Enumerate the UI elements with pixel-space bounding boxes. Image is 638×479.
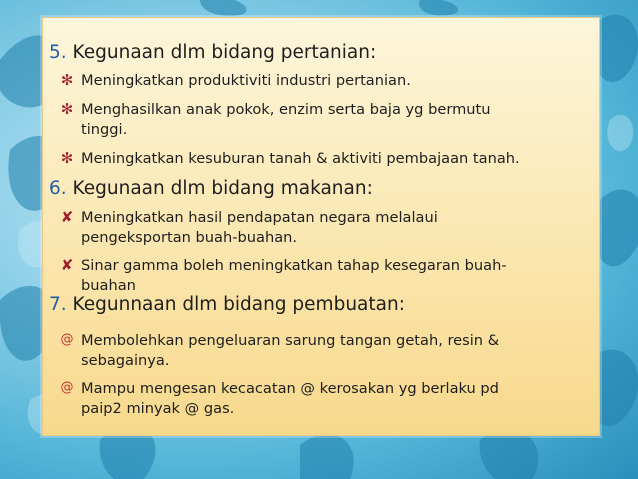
cross-icon: ✘ [60,256,74,274]
list-item-text: pengeksportan buah-buahan. [81,228,298,246]
list-item-text: sebagainya. [81,351,170,369]
section-title: Kegunaan dlm bidang makanan: [72,178,373,199]
at-sign-icon: @ [60,380,74,395]
section-heading-pembuatan [49,294,405,315]
list-item-text: buahan [81,276,136,294]
list-item [60,331,581,370]
section-number: 6. [49,178,67,199]
list-item [60,256,581,295]
asterisk-icon: ✻ [60,149,74,167]
section-title: Kegunaan dlm bidang pertanian: [72,42,377,63]
content-card [42,17,600,436]
list-item [60,208,581,247]
list-item [60,379,581,418]
list-item [60,71,581,91]
list-item-text: Sinar gamma boleh meningkatkan tahap kesegaran buah- [81,257,507,274]
list-item-text: Membolehkan pengeluaran sarung tangan getah, resin & [81,332,500,349]
list-item-text: Menghasilkan anak pokok, enzim serta baja yg bermutu [81,101,491,118]
section-heading-makanan [49,178,373,199]
list-item-text: paip2 minyak @ gas. [81,399,235,417]
section-number: 7. [49,294,67,315]
list-item [60,100,581,139]
asterisk-icon: ✻ [60,71,74,89]
list-item-text: Meningkatkan produktiviti industri pertanian. [81,72,411,89]
at-sign-icon: @ [60,332,74,347]
list-item-text: Meningkatkan hasil pendapatan negara melalaui [81,209,438,226]
list-item-text: Meningkatkan kesuburan tanah & aktiviti pembajaan tanah. [81,150,520,167]
list-item-text: tinggi. [81,120,128,138]
section-heading-pertanian [49,42,376,63]
list-item-text: Mampu mengesan kecacatan @ kerosakan yg berlaku pd [81,380,499,397]
asterisk-icon: ✻ [60,100,74,118]
list-item [60,149,581,169]
section-number: 5. [49,42,67,63]
section-title: Kegunnaan dlm bidang pembuatan: [72,294,405,315]
cross-icon: ✘ [60,208,74,226]
